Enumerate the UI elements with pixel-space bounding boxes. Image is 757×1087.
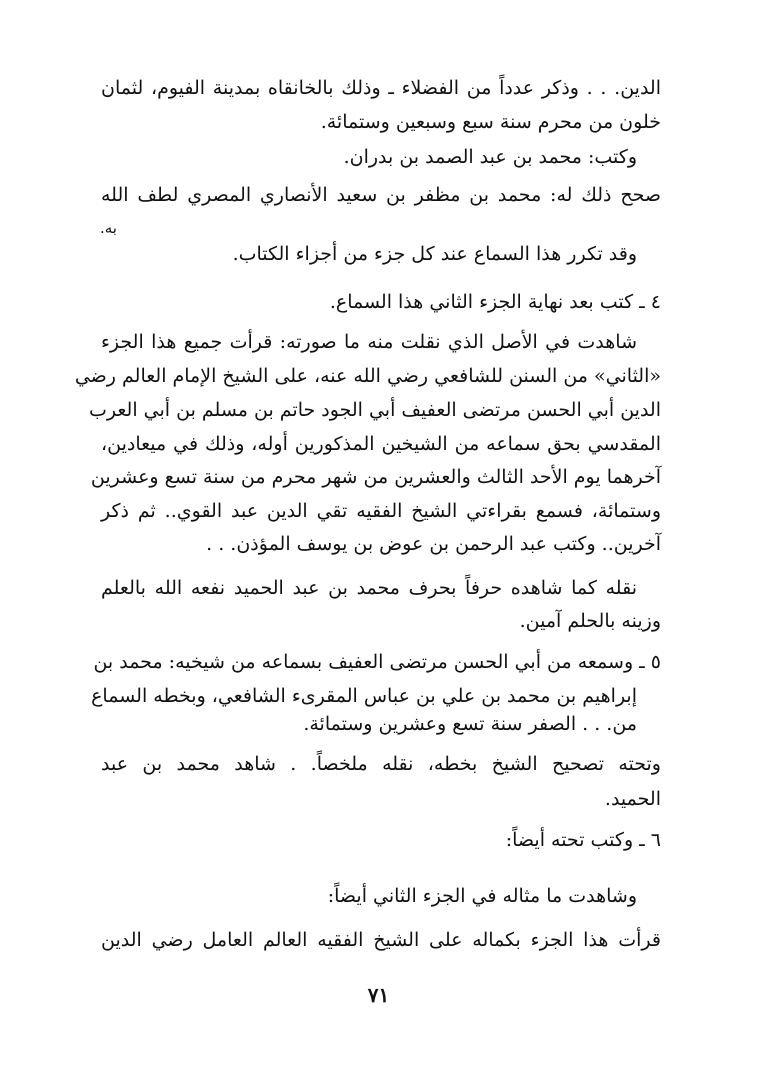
text-line: المقدسي بحق سماعه من الشيخين المذكورين أوله، وذلك في ميعادين، bbox=[101, 433, 661, 455]
text-line: آخرين.. وكتب عبد الرحمن بن عوض بن يوسف المؤذن. . . bbox=[206, 533, 661, 555]
text-line: وزينه بالحلم آمين. bbox=[519, 610, 661, 632]
text-line: من. . . الصفر سنة تسع وعشرين وستمائة. bbox=[303, 713, 637, 735]
text-line: شاهدت في الأصل الذي نقلت منه ما صورته: قرأت جميع هذا الجزء bbox=[101, 331, 637, 353]
page-number: ٧١ bbox=[367, 983, 390, 1007]
text-line: «الثاني» من السنن للشافعي رضي الله عنه، على الشيخ الإمام العالم رضي bbox=[74, 365, 661, 387]
section-heading-4: ٤ ـ كتب بعد نهاية الجزء الثاني هذا السماع. bbox=[329, 291, 661, 313]
text-line: وقد تكرر هذا السماع عند كل جزء من أجزاء الكتاب. bbox=[232, 243, 637, 265]
text-line: آخرهما يوم الأحد الثالث والعشرين من شهر محرم من سنة تسع وعشرين bbox=[90, 466, 661, 488]
text-line: وستمائة، فسمع بقراءتي الشيخ الفقيه تقي الدين عبد القوي.. ثم ذكر bbox=[101, 500, 661, 522]
section-heading-5: ٥ ـ وسمعه من أبي الحسن مرتضى العفيف بسماعه من شيخيه: محمد بن bbox=[93, 651, 661, 673]
text-line: وكتب: محمد بن عبد الصمد بن بدران. bbox=[343, 146, 637, 168]
text-line: صحح ذلك له: محمد بن مظفر بن سعيد الأنصاري المصري لطف الله bbox=[101, 184, 661, 206]
text-line: إبراهيم بن محمد بن علي بن عباس المقرىء الشافعي، وبخطه السماع bbox=[91, 685, 637, 707]
text-line: الدين أبي الحسن مرتضى العفيف أبي الجود حاتم بن مسلم بن أبي العرب bbox=[89, 399, 661, 421]
text-line: قرأت هذا الجزء بكماله على الشيخ الفقيه العالم العامل رضي الدين bbox=[101, 929, 661, 951]
text-line: خلون من محرم سنة سبع وسبعين وستمائة. bbox=[320, 111, 661, 133]
text-line: نقله كما شاهده حرفاً بحرف محمد بن عبد الحميد نفعه الله بالعلم bbox=[101, 577, 637, 599]
text-line: الدين. . . وذكر عدداً من الفضلاء ـ وذلك بالخانقاه بمدينة الفيوم، لثمان bbox=[101, 77, 661, 99]
text-line: الحميد. bbox=[604, 788, 661, 810]
text-line: وتحته تصحيح الشيخ بخطه، نقله ملخصاً. . شاهد محمد بن عبد bbox=[101, 753, 661, 775]
text-line: وشاهدت ما مثاله في الجزء الثاني أيضاً: bbox=[327, 885, 637, 907]
section-heading-6: ٦ ـ وكتب تحته أيضاً: bbox=[505, 829, 661, 851]
text-line: به. bbox=[100, 219, 117, 237]
